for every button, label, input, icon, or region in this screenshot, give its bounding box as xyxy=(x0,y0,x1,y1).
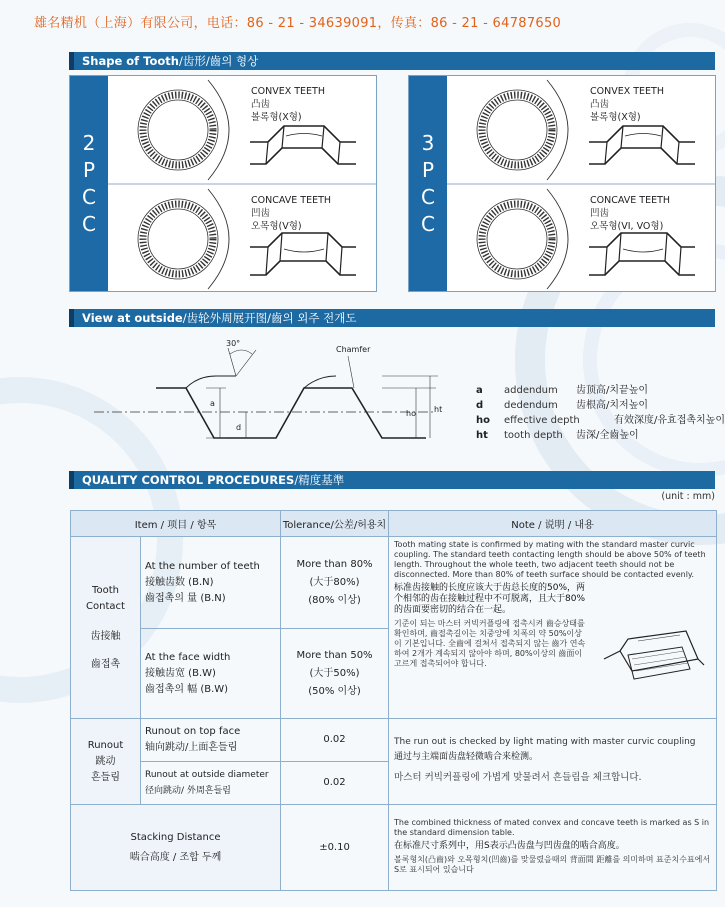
concave-teeth-cell xyxy=(447,184,715,292)
stacking-distance-note: The combined thickness of mated convex and concave teeth is marked as S in the standard dimension table. 在标准尺寸系列中，用S表示凸齿盘与凹齿盘的啮合高度。 볼록형치(凸齒)와 오목형치(凹齒)를 맞물렸을때의 背面間 距離를 의미하며 표준치수표에서 S로 표시되어 있습니다 xyxy=(389,805,717,891)
a-label: a xyxy=(210,399,215,408)
face-width-item: At the face width 接触齿宽 (B.W) 齒접촉의 幅 (B.W) xyxy=(141,629,281,719)
header-note: Note / 说明 / 내용 xyxy=(389,511,717,537)
unit-note: (unit : mm) xyxy=(661,491,715,502)
table-row xyxy=(71,537,717,629)
chamfer-label: Chamfer xyxy=(336,345,371,354)
panel-side-label: 3 P C C xyxy=(409,76,447,291)
concave-teeth-label: CONCAVE TEETH 凹齿 오목형(VI, VO형) xyxy=(590,195,671,232)
header-tolerance: Tolerance/公差/허용치 xyxy=(281,511,389,537)
ht-label: ht xyxy=(434,405,443,414)
convex-teeth-label: CONVEX TEETH 凸齿 볼록형(X형) xyxy=(590,86,665,123)
table-row xyxy=(71,719,717,762)
concave-gear-ring-drawing xyxy=(110,187,240,291)
tooth-contact-group: Tooth Contact 齿接触 齒접촉 xyxy=(71,537,141,719)
table-header-row xyxy=(71,511,717,537)
runout-note: The run out is checked by light mating with master curvic coupling 通过与主端面齿盘轻微啮合来检测。 마스터 커빅커플링에 가볍게 맞물려서 흔들림을 체크합니다. xyxy=(389,719,717,805)
teeth-number-item: At the number of teeth 接触齿数 (B.N) 齒접촉의 量 (B.N) xyxy=(141,537,281,629)
concave-tooth-drawing xyxy=(587,231,697,289)
contact-pattern-drawing xyxy=(602,629,708,699)
concave-tooth-drawing xyxy=(248,231,358,289)
panel-3pcc xyxy=(408,75,716,292)
concave-teeth-cell xyxy=(108,184,376,292)
convex-gear-ring-drawing xyxy=(110,78,240,182)
tooth-contact-note: Tooth mating state is confirmed by mating with the standard master curvic coupling. The standard teeth contacting length should be above 50% of teeth length. Throughout the whole teeth, two adjacent teeth should not be disconnected. More than 80% of teeth surface should be contacted evenly. 标准齿接触的长度应该大于齿总长度的50%，两个相邻的齿在接触过程中不可脱离，且大于80%的齿面要密切的结合在一起。 기준이 되는 마스터 커빅커플링에 접촉시켜 齒승상태를 확인하며, 齒접촉길이는 치중앙에 치폭의 약 50%이상이 기본입니다. 全齒에 걸쳐서 접촉되지 않는 齒가 연속하여 2개가 계속되지 않아야 하며, 80%이상의 齒面이 고르게 접촉되어야 합니다. xyxy=(389,537,717,719)
convex-gear-ring-drawing xyxy=(449,78,579,182)
section-title-view: View at outside/齿轮外周展开图/齒의 외주 전개도 xyxy=(69,309,715,327)
stacking-distance-tolerance: ±0.10 xyxy=(281,805,389,891)
ho-label: ho xyxy=(406,409,416,418)
header-item: Item / 项目 / 항목 xyxy=(71,511,281,537)
runout-outside-diameter-tolerance: 0.02 xyxy=(281,762,389,805)
quality-control-table xyxy=(70,510,717,891)
concave-teeth-label: CONCAVE TEETH 凹齿 오목형(V형) xyxy=(251,195,332,232)
face-width-tolerance: More than 50% (大于50%) (50% 이상) xyxy=(281,629,389,719)
d-label: d xyxy=(236,423,242,432)
legend-row: d dedendum 齿根高 /치저높이 xyxy=(476,400,649,411)
convex-tooth-drawing xyxy=(248,122,358,180)
runout-top-face-tolerance: 0.02 xyxy=(281,719,389,762)
table-row xyxy=(71,805,717,891)
convex-teeth-cell xyxy=(108,76,376,184)
legend-row: ho effective depth 有效深度 /유효접촉치높이 xyxy=(476,415,725,426)
panel-side-label: 2 P C C xyxy=(70,76,108,291)
panel-2pcc xyxy=(69,75,377,292)
legend-row: ht tooth depth 齿深 /全齒높이 xyxy=(476,430,639,441)
stacking-distance-item: Stacking Distance 啮合高度 / 조합 두께 xyxy=(71,805,281,891)
convex-tooth-drawing xyxy=(587,122,697,180)
section-title-shape: Shape of Tooth/齿形/齒의 형상 xyxy=(69,52,715,70)
tooth-profile-diagram xyxy=(86,330,466,460)
runout-group: Runout 跳动 흔들림 xyxy=(71,719,141,805)
teeth-number-tolerance: More than 80% (大于80%) (80% 이상) xyxy=(281,537,389,629)
convex-teeth-cell xyxy=(447,76,715,184)
concave-gear-ring-drawing xyxy=(449,187,579,291)
convex-teeth-label: CONVEX TEETH 凸齿 볼록형(X형) xyxy=(251,86,326,123)
angle-label: 30° xyxy=(226,339,241,348)
legend-row: a addendum 齿顶高 /치끝높이 xyxy=(476,385,649,396)
company-contact-line: 雄名精机（上海）有限公司，电话：86 - 21 - 34639091，传真：86 - 21 - 64787650 xyxy=(34,16,562,31)
section-title-quality: QUALITY CONTROL PROCEDURES/精度基準 xyxy=(69,471,715,489)
dimension-legend xyxy=(476,383,725,443)
runout-top-face-item: Runout on top face 轴向跳动/上面흔들림 xyxy=(141,719,281,762)
runout-outside-diameter-item: Runout at outside diameter 径向跳动/ 外周흔들림 xyxy=(141,762,281,805)
